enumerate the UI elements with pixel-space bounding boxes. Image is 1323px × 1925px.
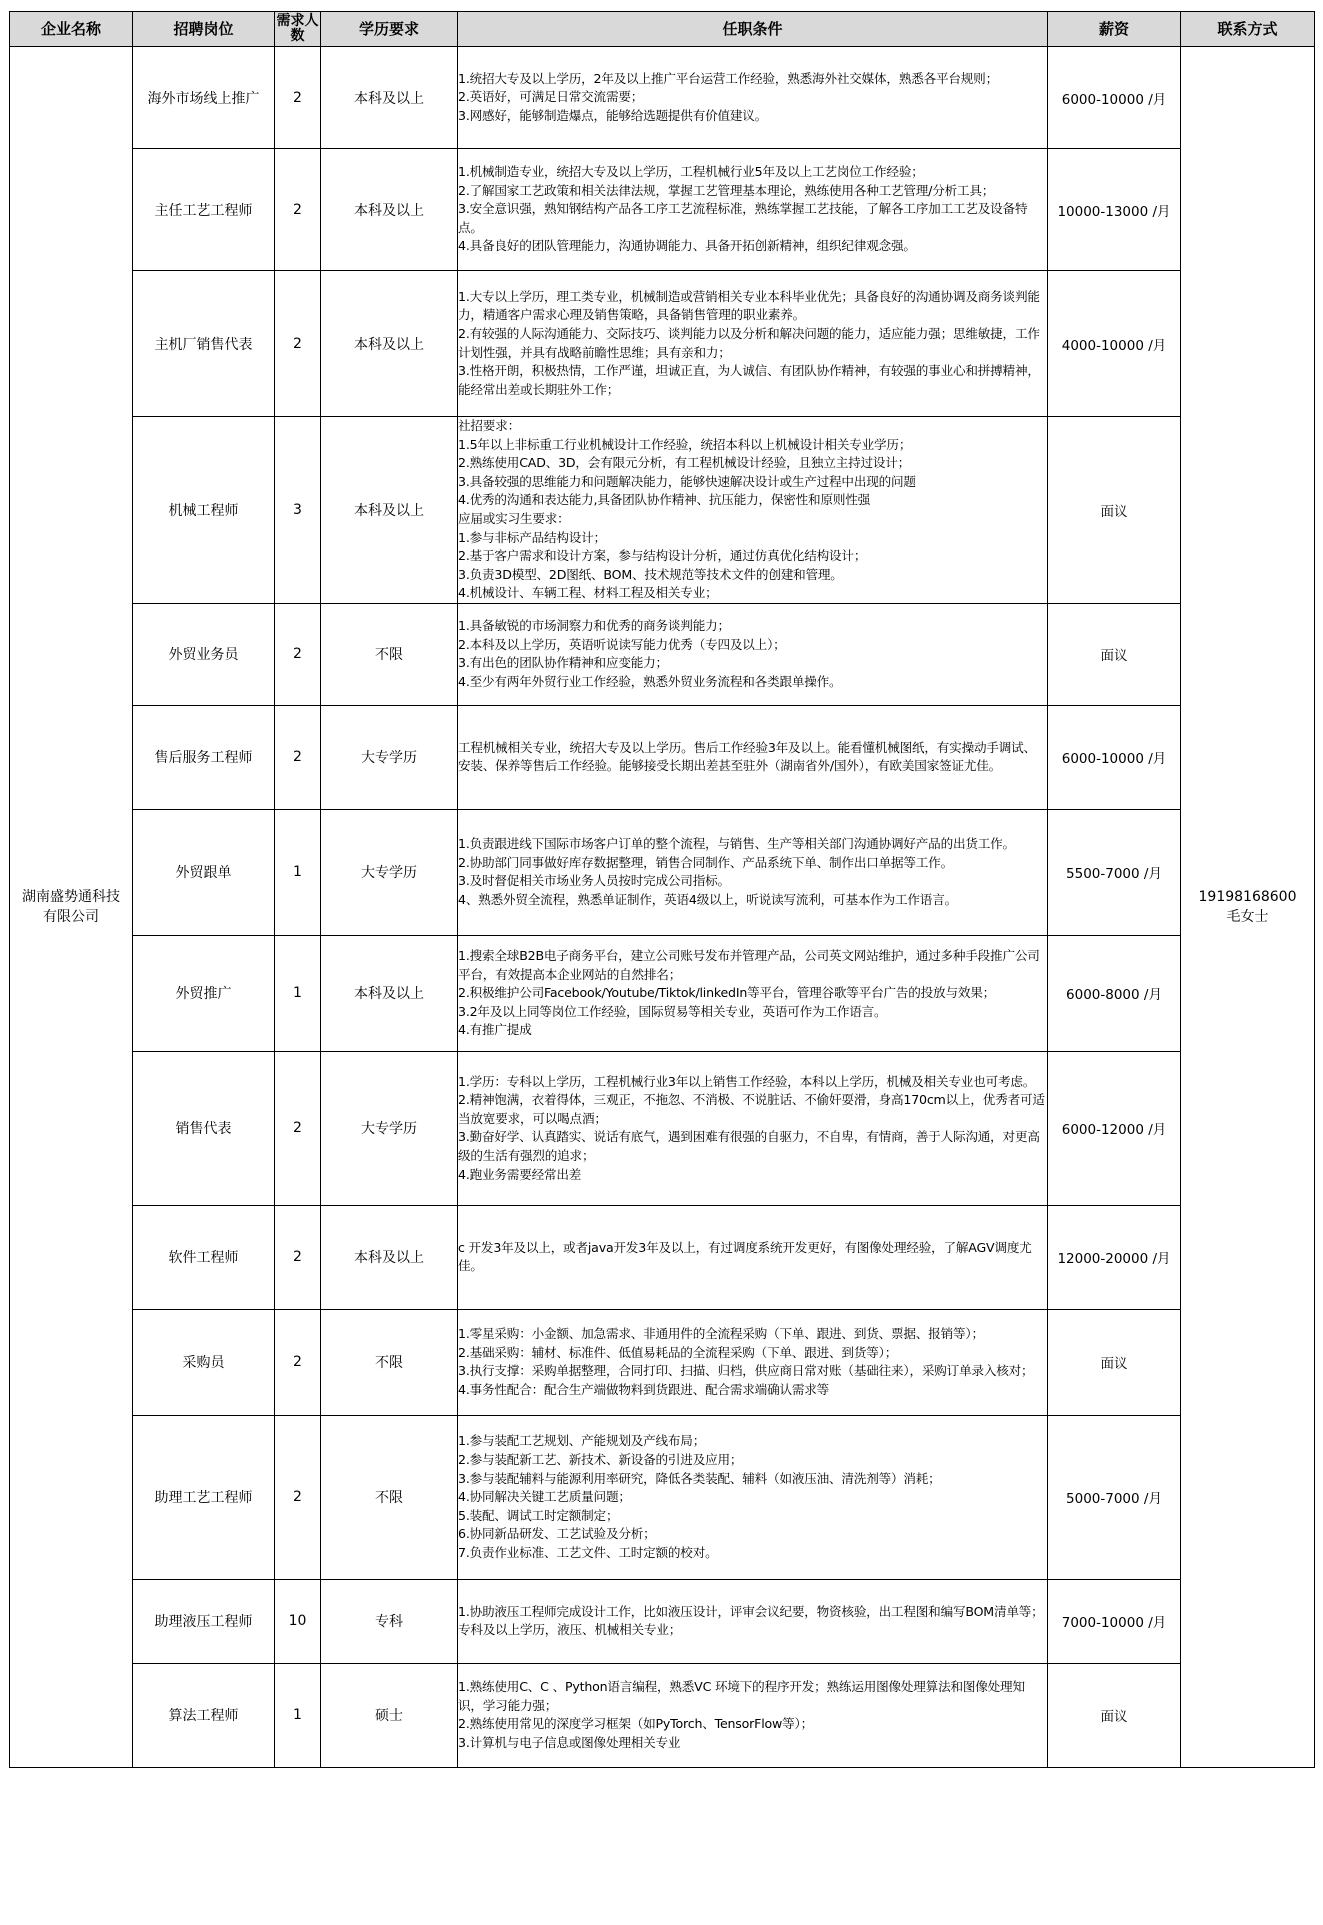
requirements-cell (458, 1415, 1048, 1579)
requirement-line: 4.具备良好的团队管理能力，沟通协调能力、具备开拓创新精神，组织纪律观念强。 (458, 238, 916, 254)
requirement-line: 1.机械制造专业，统招大专及以上学历，工程机械行业5年及以上工艺岗位工作经验； (458, 164, 924, 180)
requirement-line: 3.执行支撑：采购单据整理，合同打印、扫描、归档，供应商日常对账（基础往来），采购订单录入核对； (458, 1363, 1034, 1379)
company-name-cell (10, 47, 133, 1768)
requirement-line: 3.2年及以上同等岗位工作经验，国际贸易等相关专业，英语可作为工作语言。 (458, 1003, 887, 1019)
education-cell: 本科及以上 (321, 1205, 458, 1309)
requirement-line: 1.大专以上学历，理工类专业，机械制造或营销相关专业本科毕业优先；具备良好的沟通协调及商务谈判能力，精通客户需求心理及销售策略，具备销售管理的职业素养。 (458, 288, 1040, 323)
requirement-line: 1.负责跟进线下国际市场客户订单的整个流程，与销售、生产等相关部门沟通协调好产品的出货工作。 (458, 836, 1015, 852)
requirements-cell (458, 935, 1048, 1051)
requirement-line: 1.零星采购：小金额、加急需求、非通用件的全流程采购（下单、跟进、到货、票据、报销等）； (458, 1326, 984, 1342)
position-cell: 主机厂销售代表 (133, 271, 275, 417)
requirements-cell (458, 149, 1048, 271)
headcount-cell: 2 (275, 47, 321, 149)
company-name-line2: 有限公司 (43, 908, 99, 925)
requirement-line: 2.积极维护公司Facebook/Youtube/Tiktok/linkedIn等平台，管理谷歌等平台广告的投放与效果； (458, 985, 996, 1001)
requirement-line: 1.5年以上非标重工行业机械设计工作经验，统招本科以上机械设计相关专业学历； (458, 436, 912, 452)
requirement-line: 3.计算机与电子信息或图像处理相关专业 (458, 1735, 681, 1751)
requirement-line: 4.协同解决关键工艺质量问题； (458, 1489, 631, 1505)
table-row (10, 1579, 1315, 1663)
salary-cell: 5500-7000 /月 (1048, 809, 1181, 935)
position-cell: 售后服务工程师 (133, 705, 275, 809)
requirement-line: 2.基于客户需求和设计方案，参与结构设计分析，通过仿真优化结构设计； (458, 548, 867, 564)
requirements-cell (458, 1579, 1048, 1663)
position-cell: 海外市场线上推广 (133, 47, 275, 149)
headcount-cell: 1 (275, 935, 321, 1051)
contact-person: 毛女士 (1226, 908, 1269, 925)
requirement-line: 3.具备较强的思维能力和问题解决能力，能够快速解决设计或生产过程中出现的问题 (458, 473, 916, 489)
table-row (10, 1415, 1315, 1579)
header-company: 企业名称 (10, 12, 133, 47)
requirements-cell (458, 417, 1048, 604)
position-cell: 主任工艺工程师 (133, 149, 275, 271)
position-cell: 外贸业务员 (133, 603, 275, 705)
salary-cell: 面议 (1048, 1663, 1181, 1767)
requirement-line: 1.搜索全球B2B电子商务平台，建立公司账号发布并管理产品，公司英文网站维护，通过多种手段推广公司平台，有效提高本企业网站的自然排名； (458, 947, 1040, 982)
header-requirements: 任职条件 (458, 12, 1048, 47)
requirement-line: 社招要求： (458, 418, 520, 433)
position-cell: 助理液压工程师 (133, 1579, 275, 1663)
requirement-line: 1.学历：专科以上学历，工程机械行业3年以上销售工作经验，本科以上学历，机械及相关专业也可考虑。 (458, 1073, 1036, 1089)
recruitment-sheet (9, 11, 1315, 1768)
requirement-line: 1.具备敏锐的市场洞察力和优秀的商务谈判能力； (458, 618, 730, 634)
requirement-line: c 开发3年及以上，或者java开发3年及以上，有过调度系统开发更好，有图像处理经验，了解AGV调度尤佳。 (458, 1239, 1032, 1274)
requirement-line: 2.英语好，可满足日常交流需要； (458, 89, 644, 105)
requirement-line: 1.参与非标产品结构设计； (458, 529, 606, 545)
table-row (10, 417, 1315, 604)
requirement-line: 3.及时督促相关市场业务人员按时完成公司指标。 (458, 873, 730, 889)
table-row (10, 603, 1315, 705)
requirement-line: 1.参与装配工艺规划、产能规划及产线布局； (458, 1433, 706, 1449)
requirement-line: 应届或实习生要求： (458, 510, 570, 526)
salary-cell: 6000-8000 /月 (1048, 935, 1181, 1051)
headcount-cell: 2 (275, 705, 321, 809)
requirements-cell (458, 705, 1048, 809)
education-cell: 不限 (321, 1309, 458, 1415)
headcount-cell: 2 (275, 1309, 321, 1415)
requirement-line: 工程机械相关专业，统招大专及以上学历。售后工作经验3年及以上。能看懂机械图纸，有实操动手调试、安装、保养等售后工作经验。能够接受长期出差甚至驻外（湖南省外/国外），有欧美国家签证尤佳。 (458, 739, 1036, 774)
education-cell: 本科及以上 (321, 417, 458, 604)
requirements-cell (458, 603, 1048, 705)
position-cell: 软件工程师 (133, 1205, 275, 1309)
requirements-cell (458, 809, 1048, 935)
salary-cell: 6000-10000 /月 (1048, 47, 1181, 149)
headcount-cell: 3 (275, 417, 321, 604)
headcount-cell: 2 (275, 1205, 321, 1309)
header-headcount: 需求人数 (275, 12, 321, 47)
requirement-line: 4.跑业务需要经常出差 (458, 1166, 582, 1182)
requirements-cell (458, 1205, 1048, 1309)
requirement-line: 4、熟悉外贸全流程，熟悉单证制作，英语4级以上，听说读写流利，可基本作为工作语言。 (458, 892, 957, 908)
requirements-cell (458, 1663, 1048, 1767)
requirement-line: 1.协助液压工程师完成设计工作，比如液压设计，评审会议纪要，物资核验，出工程图和编写BOM清单等；专科及以上学历，液压、机械相关专业； (458, 1603, 1044, 1638)
table-row (10, 1309, 1315, 1415)
education-cell: 本科及以上 (321, 935, 458, 1051)
header-row (10, 12, 1315, 47)
salary-cell: 面议 (1048, 603, 1181, 705)
requirement-line: 2.协助部门同事做好库存数据整理，销售合同制作、产品系统下单、制作出口单据等工作。 (458, 854, 953, 870)
education-cell: 专科 (321, 1579, 458, 1663)
requirement-line: 1.统招大专及以上学历，2年及以上推广平台运营工作经验，熟悉海外社交媒体，熟悉各平台规则； (458, 70, 998, 86)
education-cell: 不限 (321, 1415, 458, 1579)
headcount-cell: 1 (275, 809, 321, 935)
table-row (10, 705, 1315, 809)
requirement-line: 4.有推广提成 (458, 1022, 532, 1038)
education-cell: 大专学历 (321, 705, 458, 809)
requirement-line: 2.有较强的人际沟通能力、交际技巧、谈判能力以及分析和解决问题的能力，适应能力强；思维敏捷，工作计划性强，并具有战略前瞻性思维；具有亲和力； (458, 325, 1040, 360)
position-cell: 销售代表 (133, 1051, 275, 1205)
requirements-cell (458, 1051, 1048, 1205)
headcount-cell: 2 (275, 1415, 321, 1579)
requirement-line: 2.基础采购：辅材、标准件、低值易耗品的全流程采购（下单、跟进、到货等）； (458, 1344, 898, 1360)
salary-cell: 5000-7000 /月 (1048, 1415, 1181, 1579)
header-salary: 薪资 (1048, 12, 1181, 47)
job-body (10, 47, 1315, 1768)
headcount-cell: 1 (275, 1663, 321, 1767)
salary-cell: 12000-20000 /月 (1048, 1205, 1181, 1309)
requirement-line: 4.机械设计、车辆工程、材料工程及相关专业； (458, 585, 718, 601)
requirement-line: 6.协同新品研发、工艺试验及分析； (458, 1526, 656, 1542)
table-row (10, 1051, 1315, 1205)
education-cell: 大专学历 (321, 809, 458, 935)
education-cell: 大专学历 (321, 1051, 458, 1205)
salary-cell: 6000-10000 /月 (1048, 705, 1181, 809)
education-cell: 硕士 (321, 1663, 458, 1767)
salary-cell: 6000-12000 /月 (1048, 1051, 1181, 1205)
headcount-cell: 2 (275, 149, 321, 271)
requirement-line: 2.熟练使用常见的深度学习框架（如PyTorch、TensorFlow等）； (458, 1716, 813, 1732)
salary-cell: 面议 (1048, 417, 1181, 604)
salary-cell: 面议 (1048, 1309, 1181, 1415)
table-row (10, 271, 1315, 417)
requirement-line: 4.优秀的沟通和表达能力,具备团队协作精神、抗压能力，保密性和原则性强 (458, 492, 871, 508)
position-cell: 采购员 (133, 1309, 275, 1415)
requirement-line: 3.安全意识强，熟知钢结构产品各工序工艺流程标准，熟练掌握工艺技能，了解各工序加工工艺及设备特点。 (458, 201, 1028, 235)
requirement-line: 4.至少有两年外贸行业工作经验，熟悉外贸业务流程和各类跟单操作。 (458, 674, 842, 690)
salary-cell: 7000-10000 /月 (1048, 1579, 1181, 1663)
header-contact: 联系方式 (1181, 12, 1315, 47)
education-cell: 不限 (321, 603, 458, 705)
position-cell: 外贸推广 (133, 935, 275, 1051)
requirement-line: 3.负责3D模型、2D图纸、BOM、技术规范等技术文件的创建和管理。 (458, 566, 843, 582)
requirement-line: 2.了解国家工艺政策和相关法律法规，掌握工艺管理基本理论，熟练使用各种工艺管理/分析工具； (458, 182, 995, 198)
education-cell: 本科及以上 (321, 149, 458, 271)
header-education: 学历要求 (321, 12, 458, 47)
requirement-line: 3.性格开朗，积极热情，工作严谨，坦诚正直，为人诚信、有团队协作精神，有较强的事业心和拼搏精神，能经常出差或长期驻外工作； (458, 363, 1040, 397)
requirements-cell (458, 1309, 1048, 1415)
position-cell: 机械工程师 (133, 417, 275, 604)
table-row (10, 1663, 1315, 1767)
requirement-line: 2.参与装配新工艺、新技术、新设备的引进及应用； (458, 1451, 743, 1467)
position-cell: 算法工程师 (133, 1663, 275, 1767)
requirement-line: 2.熟练使用CAD、3D，会有限元分析，有工程机械设计经验，且独立主持过设计； (458, 455, 911, 471)
salary-cell: 10000-13000 /月 (1048, 149, 1181, 271)
requirement-line: 3.勤奋好学、认真踏实、说话有底气，遇到困难有很强的自驱力，不自卑，有情商，善于人际沟通，对更高级的生活有强烈的追求； (458, 1129, 1040, 1164)
requirement-line: 5.装配、调试工时定额制定； (458, 1507, 619, 1523)
requirement-line: 3.网感好，能够制造爆点，能够给选题提供有价值建议。 (458, 107, 768, 123)
contact-phone: 19198168600 (1198, 888, 1297, 905)
headcount-cell: 10 (275, 1579, 321, 1663)
contact-cell (1181, 47, 1315, 1768)
table-row (10, 1205, 1315, 1309)
salary-cell: 4000-10000 /月 (1048, 271, 1181, 417)
position-cell: 外贸跟单 (133, 809, 275, 935)
requirement-line: 2.精神饱满，衣着得体，三观正，不拖忽、不消极、不说脏话、不偷奸耍滑，身高170cm以上，优秀者可适当放宽要求，可以喝点酒； (458, 1092, 1045, 1126)
position-cell: 助理工艺工程师 (133, 1415, 275, 1579)
requirement-line: 3.参与装配辅料与能源利用率研究，降低各类装配、辅料（如液压油、清洗剂等）消耗； (458, 1470, 941, 1486)
requirement-line: 4.事务性配合：配合生产端做物料到货跟进、配合需求端确认需求等 (458, 1382, 830, 1398)
requirement-line: 1.熟练使用C、C 、Python语言编程，熟悉VC 环境下的程序开发；熟练运用图像处理算法和图像处理知识，学习能力强； (458, 1679, 1025, 1713)
table-row (10, 809, 1315, 935)
requirement-line: 7.负责作业标准、工艺文件、工时定额的校对。 (458, 1544, 718, 1560)
job-table (9, 11, 1315, 1768)
requirement-line: 2.本科及以上学历，英语听说读写能力优秀（专四及以上）； (458, 636, 786, 652)
company-name-line1: 湖南盛势通科技 (22, 888, 120, 905)
table-row (10, 149, 1315, 271)
table-row (10, 935, 1315, 1051)
table-row (10, 47, 1315, 149)
education-cell: 本科及以上 (321, 271, 458, 417)
headcount-cell: 2 (275, 1051, 321, 1205)
requirements-cell (458, 271, 1048, 417)
requirement-line: 3.有出色的团队协作精神和应变能力； (458, 655, 668, 671)
headcount-cell: 2 (275, 603, 321, 705)
education-cell: 本科及以上 (321, 47, 458, 149)
headcount-cell: 2 (275, 271, 321, 417)
header-position: 招聘岗位 (133, 12, 275, 47)
requirements-cell (458, 47, 1048, 149)
